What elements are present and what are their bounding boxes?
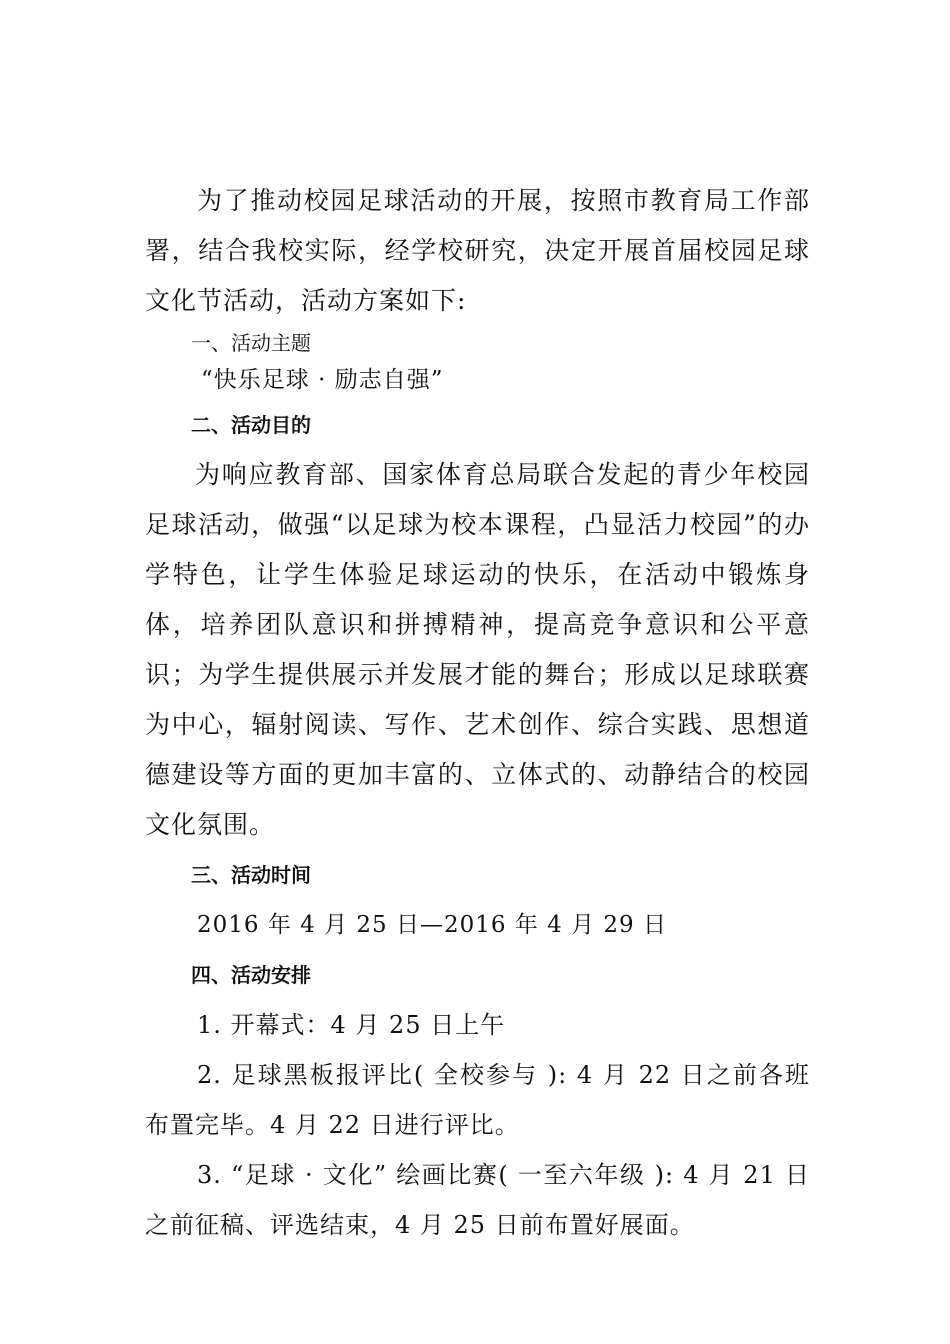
document-body bbox=[145, 176, 810, 1250]
schedule-item: 1. 开幕式：4 月 25 日上午 bbox=[197, 1011, 506, 1039]
section-heading-theme: 一、活动主题 bbox=[191, 331, 311, 355]
schedule-item: 3. “足球 · 文化” 绘画比赛( 一至六年级 ): 4 月 21 日之前征稿、评选结束，4 月 25 日前布置好展面。 bbox=[145, 1161, 810, 1239]
intro-paragraph: 为了推动校园足球活动的开展，按照市教育局工作部署，结合我校实际，经学校研究，决定开展首届校园足球文化节活动，活动方案如下: bbox=[145, 186, 810, 315]
purpose-paragraph: 为响应教育部、国家体育总局联合发起的青少年校园足球活动，做强“以足球为校本课程，凸显活力校园”的办学特色，让学生体验足球运动的快乐，在活动中锻炼身体，培养团队意识和拼搏精神，提高竞争意识和公平意识；为学生提供展示并发展才能的舞台；形成以足球联赛为中心，辐射阅读、写作、艺术创作、综合实践、思想道德建设等方面的更加丰富的、立体式的、动静结合的校园文化氛围。 bbox=[145, 460, 810, 839]
section-heading-purpose: 二、活动目的 bbox=[191, 413, 311, 437]
schedule-item: 2. 足球黑板报评比( 全校参与 ): 4 月 22 日之前各班布置完毕。4 月 22 日进行评比。 bbox=[145, 1061, 810, 1139]
activity-dates: 2016 年 4 月 25 日—2016 年 4 月 29 日 bbox=[197, 912, 667, 938]
activity-theme: “快乐足球 · 励志自强” bbox=[201, 367, 444, 393]
section-heading-time: 三、活动时间 bbox=[191, 863, 311, 887]
section-heading-schedule: 四、活动安排 bbox=[191, 963, 311, 987]
